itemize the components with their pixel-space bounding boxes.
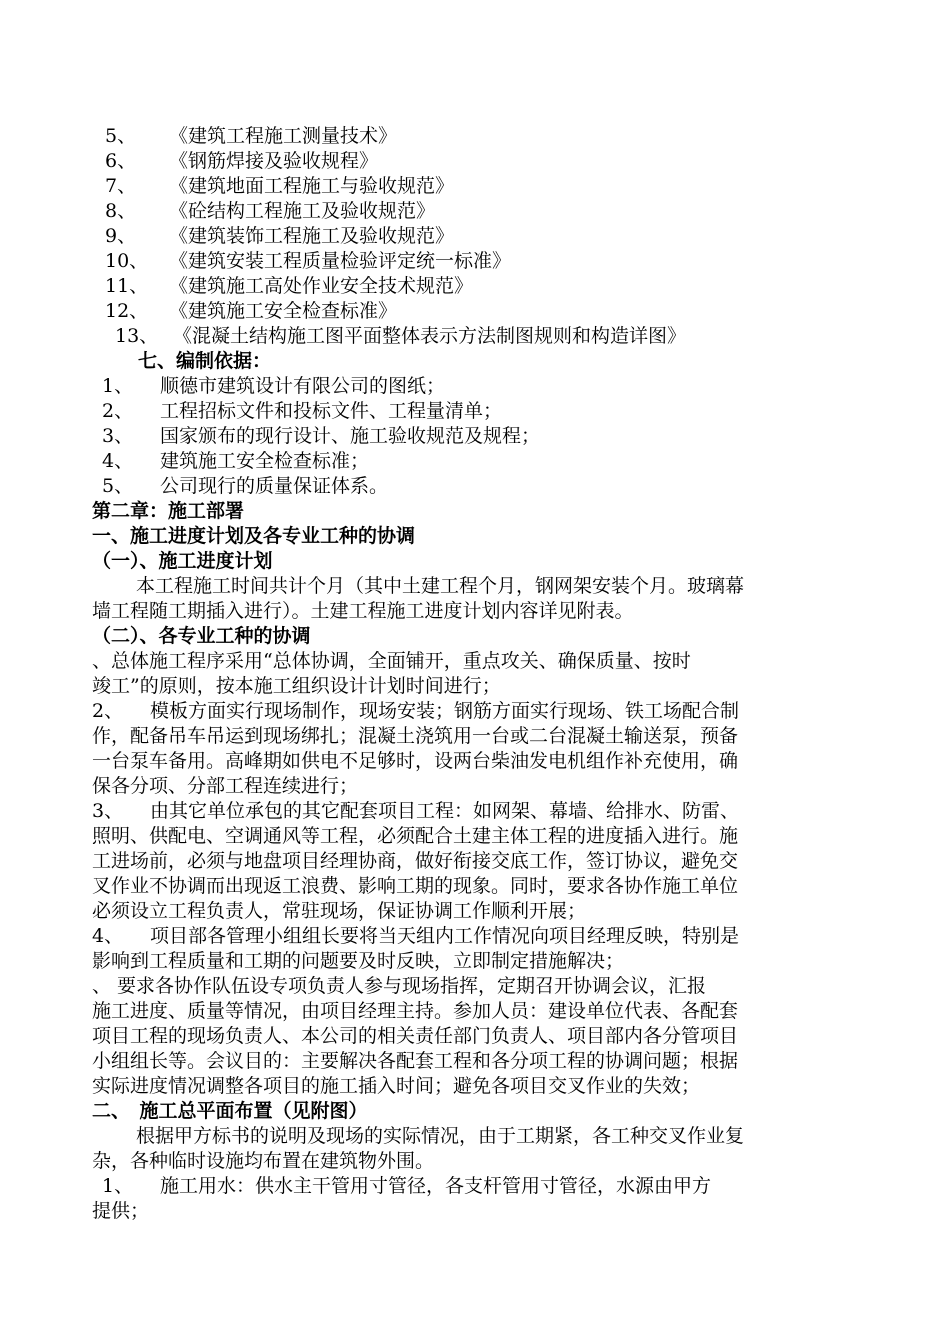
item-number: 5、: [105, 125, 137, 147]
item-number: 11、: [105, 275, 149, 297]
basis-item: [102, 399, 872, 424]
paragraph-line: 一台泵车备用。高峰期如供电不足够时，设两台柴油发电机组作补充使用，确: [92, 750, 739, 772]
item-number: 3、: [102, 425, 134, 447]
item-text: 施工用水：供水主干管用寸管径，各支杆管用寸管径，水源由甲方: [160, 1175, 712, 1197]
item-number: 4、: [92, 925, 124, 947]
paragraph-line: 影响到工程质量和工期的问题要及时反映，立即制定措施解决；: [92, 950, 625, 972]
section-heading: 一、施工进度计划及各专业工种的协调: [92, 525, 416, 547]
paragraph-line: 本工程施工时间共计个月（其中土建工程个月，钢网架安装个月。玻璃幕: [136, 575, 745, 597]
section-heading: 七、编制依据：: [138, 350, 272, 372]
item-number: 1、: [102, 375, 134, 397]
item-number: 5、: [102, 475, 134, 497]
paragraph-line: 、总体施工程序采用“总体协调，全面铺开，重点攻关、确保质量、按时: [92, 650, 691, 672]
item-number: 4、: [102, 450, 134, 472]
paragraph-line: 作，配备吊车吊运到现场绑扎；混凝土浇筑用一台或二台混凝土输送泵，预备: [92, 725, 739, 747]
paragraph-line: 工进场前，必须与地盘项目经理协商，做好衔接交底工作，签订协议，避免交: [92, 850, 739, 872]
item-number: 7、: [105, 175, 137, 197]
standards-item: [105, 299, 875, 324]
paragraph-line: 竣工”的原则，按本施工组织设计计划时间进行；: [92, 675, 501, 697]
item-text: 工程招标文件和投标文件、工程量清单；: [160, 400, 503, 422]
paragraph-line: 提供；: [92, 1200, 150, 1222]
item-text: 《建筑地面工程施工与验收规范》: [169, 175, 455, 197]
subsection-heading: （一）、施工进度计划: [92, 550, 273, 572]
standards-item: [105, 199, 875, 224]
item-text: 《建筑施工高处作业安全技术规范》: [169, 275, 474, 297]
item-number: 1、: [102, 1175, 134, 1197]
paragraph-line: [102, 1174, 872, 1199]
basis-item: [102, 474, 872, 499]
subsection-heading: （二）、各专业工种的协调: [92, 625, 311, 647]
item-text: 《砼结构工程施工及验收规范》: [169, 200, 436, 222]
paragraph-line: 、 要求各协作队伍设专项负责人参与现场指挥，定期召开协调会议，汇报: [92, 975, 707, 997]
item-text: 由其它单位承包的其它配套项目工程：如网架、幕墙、给排水、防雷、: [150, 800, 740, 822]
standards-item: [105, 124, 875, 149]
standards-item: [105, 274, 875, 299]
item-text: 国家颁布的现行设计、施工验收规范及规程；: [160, 425, 541, 447]
standards-item: [105, 249, 875, 274]
item-text: 《混凝土结构施工图平面整体表示方法制图规则和构造详图》: [173, 325, 687, 347]
item-number: 2、: [102, 400, 134, 422]
item-number: 3、: [92, 800, 124, 822]
item-text: 《钢筋焊接及验收规程》: [169, 150, 379, 172]
item-number: 2、: [92, 700, 124, 722]
item-number: 12、: [105, 300, 149, 322]
paragraph-line: 必须设立工程负责人，常驻现场，保证协调工作顺利开展；: [92, 900, 587, 922]
paragraph-line: 小组组长等。会议目的：主要解决各配套工程和各分项工程的协调问题；根据: [92, 1050, 739, 1072]
paragraph-line: 保各分项、分部工程连续进行；: [92, 775, 359, 797]
basis-item: [102, 374, 872, 399]
section-heading: 二、 施工总平面布置（见附图）: [92, 1100, 368, 1122]
paragraph-line: 照明、供配电、空调通风等工程，必须配合土建主体工程的进度插入进行。施: [92, 825, 739, 847]
item-number: 8、: [105, 200, 137, 222]
item-text: 《建筑施工安全检查标准》: [169, 300, 398, 322]
item-text: 《建筑安装工程质量检验评定统一标准》: [169, 250, 512, 272]
standards-item: [115, 324, 875, 349]
item-text: 建筑施工安全检查标准；: [160, 450, 370, 472]
standards-item: [105, 224, 875, 249]
item-number: 9、: [105, 225, 137, 247]
item-text: 项目部各管理小组组长要将当天组内工作情况向项目经理反映，特别是: [150, 925, 740, 947]
chapter-title: 第二章：施工部署: [92, 500, 245, 522]
item-number: 6、: [105, 150, 137, 172]
basis-item: [102, 424, 872, 449]
paragraph-line: 叉作业不协调而出现返工浪费、影响工期的现象。同时，要求各协作施工单位: [92, 875, 739, 897]
item-text: 模板方面实行现场制作，现场安装；钢筋方面实行现场、铁工场配合制: [150, 700, 740, 722]
item-number: 13、: [115, 325, 159, 347]
paragraph-line: 杂，各种临时设施均布置在建筑物外围。: [92, 1150, 435, 1172]
item-number: 10、: [105, 250, 149, 272]
standards-item: [105, 149, 875, 174]
paragraph-line: [92, 799, 862, 824]
paragraph-line: 墙工程随工期插入进行）。土建工程施工进度计划内容详见附表。: [92, 600, 634, 622]
paragraph-line: 施工进度、质量等情况，由项目经理主持。参加人员：建设单位代表、各配套: [92, 1000, 739, 1022]
paragraph-line: 项目工程的现场负责人、本公司的相关责任部门负责人、项目部内各分管项目: [92, 1025, 739, 1047]
paragraph-line: [92, 924, 862, 949]
paragraph-line: [92, 699, 862, 724]
paragraph-line: 实际进度情况调整各项目的施工插入时间；避免各项目交叉作业的失效；: [92, 1075, 701, 1097]
basis-item: [102, 449, 872, 474]
item-text: 顺德市建筑设计有限公司的图纸；: [160, 375, 446, 397]
item-text: 公司现行的质量保证体系。: [160, 475, 389, 497]
item-text: 《建筑工程施工测量技术》: [169, 125, 398, 147]
item-text: 《建筑装饰工程施工及验收规范》: [169, 225, 455, 247]
standards-item: [105, 174, 875, 199]
paragraph-line: 根据甲方标书的说明及现场的实际情况，由于工期紧，各工种交叉作业复: [136, 1125, 745, 1147]
